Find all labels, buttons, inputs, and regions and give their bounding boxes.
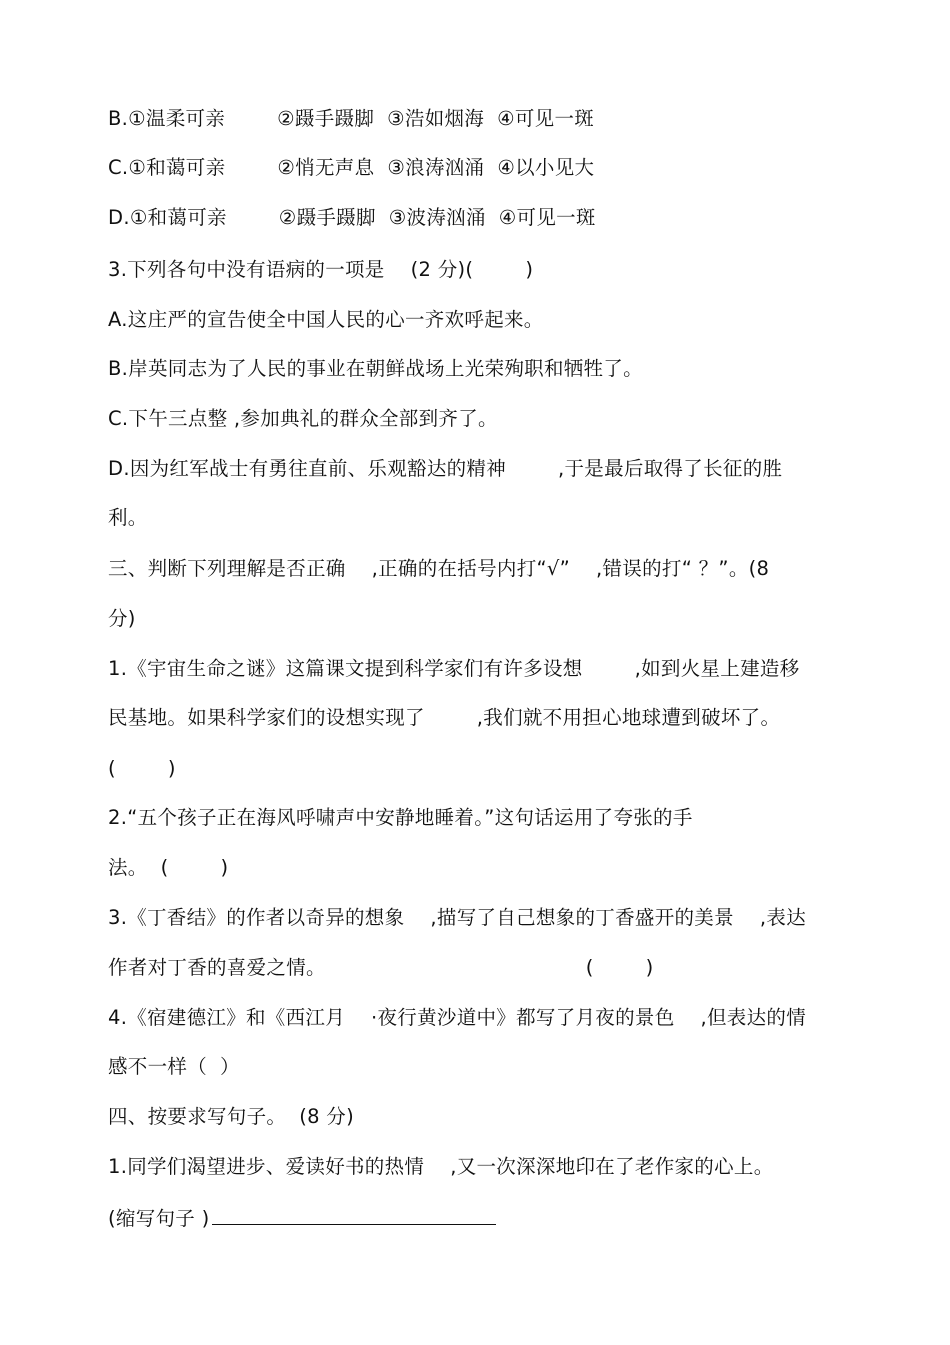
judgement-2: 2.“五个孩子正在海风呼啸声中安静地睡着。”这句话运用了夸张的手 (108, 806, 693, 829)
judgement-1: 1.《宇宙生命之谜》这篇课文提到科学家们有许多设想 ,如到火星上建造移 (108, 657, 800, 680)
judgement-4-cont: 感不一样（ ） (108, 1055, 240, 1078)
question-3-stem: 3.下列各句中没有语病的一项是 (2 分)( ) (108, 258, 534, 281)
rewrite-1: 1.同学们渴望进步、爱读好书的热情 ,又一次深深地印在了老作家的心上。 (108, 1155, 774, 1178)
question-3-option-b: B.岸英同志为了人民的事业在朝鲜战场上光荣殉职和牺牲了。 (108, 357, 643, 380)
rewrite-1-label: (缩写句子 ) (108, 1207, 210, 1230)
option-d-idioms: D.①和蔼可亲 ②蹑手蹑脚 ③波涛汹涌 ④可见一斑 (108, 206, 596, 229)
judgement-4: 4.《宿建德江》和《西江月 ·夜行黄沙道中》都写了月夜的景色 ,但表达的情 (108, 1006, 806, 1029)
section-3-heading-cont: 分) (108, 607, 136, 630)
section-4-heading: 四、按要求写句子。 (8 分) (108, 1105, 355, 1128)
question-3-option-d: D.因为红军战士有勇往直前、乐观豁达的精神 ,于是最后取得了长征的胜 (108, 457, 783, 480)
answer-blank-line[interactable] (212, 1204, 496, 1225)
question-3-option-a: A.这庄严的宣告使全中国人民的心一齐欢呼起来。 (108, 308, 544, 331)
judgement-3-cont: 作者对丁香的喜爱之情。 ( ) (108, 956, 654, 979)
judgement-2-cont: 法。 ( ) (108, 856, 229, 879)
option-c-idioms: C.①和蔼可亲 ②悄无声息 ③浪涛汹涌 ④以小见大 (108, 156, 595, 179)
rewrite-1-instruction (108, 1204, 496, 1232)
judgement-3: 3.《丁香结》的作者以奇异的想象 ,描写了自己想象的丁香盛开的美景 ,表达 (108, 906, 806, 929)
judgement-1-cont: 民基地。如果科学家们的设想实现了 ,我们就不用担心地球遭到破坏了。 (108, 706, 781, 729)
question-3-option-c: C.下午三点整 ,参加典礼的群众全部到齐了。 (108, 407, 498, 430)
judgement-1-bracket: ( ) (108, 757, 176, 780)
question-3-option-d-cont: 利。 (108, 506, 148, 529)
section-3-heading: 三、判断下列理解是否正确 ,正确的在括号内打“√” ,错误的打“ ？”。(8 (108, 557, 770, 580)
option-b-idioms: B.①温柔可亲 ②蹑手蹑脚 ③浩如烟海 ④可见一斑 (108, 107, 595, 130)
